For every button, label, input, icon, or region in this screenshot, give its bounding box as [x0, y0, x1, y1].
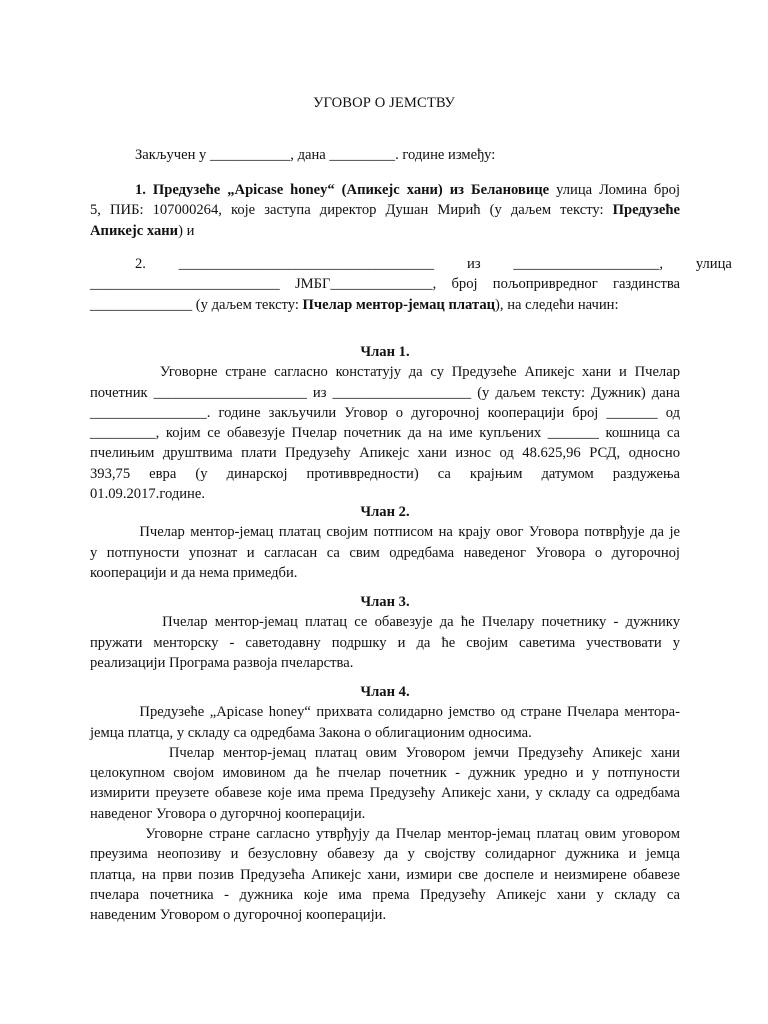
- article-4-line: платца, на први позив Предузећа Апикејс хани, измири све доспеле и неизмирене обавезе: [90, 866, 680, 883]
- article-4-line: јемца платца, у складу са одредбама Закона о облигационим односима.: [90, 724, 532, 741]
- document-title: УГОВОР О ЈЕМСТВУ: [313, 95, 455, 111]
- article-2: [90, 502, 680, 583]
- article-4-line: Уговорне стране сагласно утврђују да Пчелар ментор-јемац платац овим уговором: [90, 826, 680, 843]
- article-4-line: Предузеће „Apicase honey“ прихвата солидарно јемство од стране Пчелара ментора-: [90, 704, 680, 721]
- article-1-line: Уговорне стране сагласно констатују да су Предузеће Апикејс хани и Пчелар: [90, 364, 680, 381]
- party-2-paragraph: [90, 254, 732, 315]
- party-2-line-3: [90, 295, 680, 315]
- article-2-line: Пчелар ментор-јемац платац својим потписом на крају овог Уговора потврђује да је: [90, 524, 680, 541]
- party-1-address: улица Ломина број: [549, 182, 680, 198]
- party-1-name: 1. Предузеће „Apicase honey“ (Апикејс хани) из Белановице: [135, 182, 550, 198]
- article-1-line: ________________. године закључили Уговор о дугорочној кооперацији број _______ од: [90, 404, 680, 421]
- article-1-heading: Члан 1.: [360, 344, 410, 360]
- article-4-line: измирити преузете обавезе које има према Предузећу Апикејс хани, у складу са одредбама: [90, 785, 680, 802]
- article-4-line: наведеним Уговором о дугорочној кооперацији.: [90, 907, 387, 924]
- article-3-line: реализацији Програма развоја пчеларства.: [90, 654, 354, 671]
- party-1-paragraph: [90, 180, 680, 241]
- party-1-short-name-a: Предузеће: [612, 202, 680, 219]
- party-1-end: ) и: [178, 222, 195, 239]
- intro-paragraph: [90, 145, 680, 165]
- intro-line: Закључен у ___________, дана _________. године између:: [135, 147, 496, 163]
- article-4-line: наведеног Уговора о дугорчној кооперацији.: [90, 805, 366, 822]
- article-4-line: преузима неопозиву и безусловну обавезу да у својству солидарног дужника и јемца: [90, 846, 680, 863]
- article-3-line: Пчелар ментор-јемац платац се обавезује да ће Пчелару почетнику - дужнику: [90, 614, 680, 631]
- article-4-line: Пчелар ментор-јемац платац овим Уговором јемчи Предузећу Апикејс хани: [90, 744, 680, 761]
- article-3-line: пружати менторску - саветодавну подршку и да ће својим саветима учествовати у: [90, 634, 680, 651]
- article-3: [90, 592, 680, 673]
- party-1-pib: 5, ПИБ: 107000264, које заступа директор Душан Мирић (у даљем тексту:: [90, 202, 613, 219]
- article-2-line: у потпуности упознат и сагласан са свим одредбама наведеног Уговора о дугорочној: [90, 544, 680, 561]
- party-1-line-2: [90, 200, 680, 220]
- party-1-short-name-b: Апикејс хани: [90, 222, 179, 239]
- article-4-line: пчелара почетника - дужника које има према Предузећу Апикејс хани у складу са: [90, 886, 680, 903]
- party-1-line-1: [90, 180, 680, 200]
- party-2-line-1: 2. ___________________________________ из ____________________, улица: [135, 256, 732, 272]
- article-1-line: почетник _____________________ из ___________________ (у даљем тексту: Дужник) дана: [90, 384, 680, 401]
- article-1-line: пчелињим друштвима плати Предузећу Апикејс хани износ од 48.625,96 РСД, односно: [90, 445, 680, 462]
- article-2-line: кооперацији и да нема примедби.: [90, 564, 298, 581]
- article-2-heading: Члан 2.: [360, 504, 410, 520]
- article-4-heading: Члан 4.: [360, 684, 410, 700]
- party-2-ref-a: ______________ (у даљем тексту:: [90, 296, 303, 313]
- party-1-line-3: [90, 221, 680, 241]
- article-4: [90, 682, 680, 926]
- article-1: [90, 342, 680, 504]
- article-3-heading: Члан 3.: [360, 594, 410, 610]
- article-1-line: 393,75 евра (у динарској противвредности) са крајњим датумом раздужења: [90, 465, 680, 482]
- article-4-line: целокупном својом имовином да ће пчелар почетник - дужник уредно и у потпуности: [90, 765, 680, 782]
- article-1-line: _________, којим се обавезује Пчелар почетник да на име купљених _______ кошница са: [90, 425, 680, 442]
- article-1-line: 01.09.2017.године.: [90, 486, 205, 503]
- party-2-line-2: __________________________ ЈМБГ______________, број пољопривредног газдинства: [90, 276, 680, 293]
- party-2-short-name: Пчелар ментор-јемац платац: [302, 296, 496, 313]
- party-2-ref-b: ), на следећи начин:: [495, 296, 619, 313]
